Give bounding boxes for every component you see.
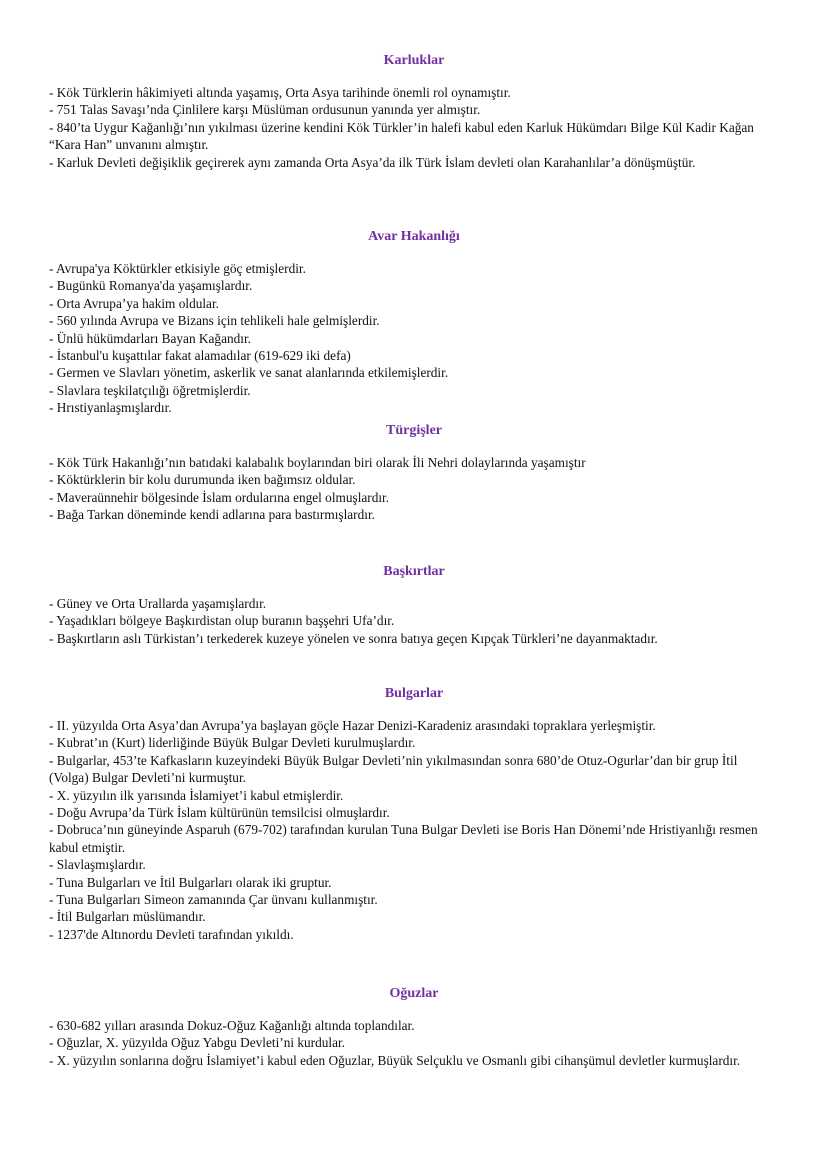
- section-title: Avar Hakanlığı: [368, 229, 460, 244]
- section-title: Başkırtlar: [383, 564, 445, 579]
- list-item: - Avrupa'ya Köktürkler etkisiyle göç etmişlerdir.: [49, 261, 306, 276]
- list-item: - II. yüzyılda Orta Asya’dan Avrupa’ya başlayan göçle Hazar Denizi-Karadeniz arasındaki topraklara yerleşmiştir.: [49, 718, 656, 733]
- list-item: - 560 yılında Avrupa ve Bizans için tehlikeli hale gelmişlerdir.: [49, 313, 380, 329]
- section-title: Türgişler: [386, 423, 442, 438]
- section-bulgarlar: [49, 685, 779, 943]
- section-oguzlar: [49, 985, 779, 1069]
- item-list: [49, 1017, 779, 1069]
- list-item: - Orta Avrupa’ya hakim oldular.: [49, 295, 219, 311]
- list-item: - 1237'de Altınordu Devleti tarafından yıkıldı.: [49, 926, 294, 942]
- list-item: - 840’ta Uygur Kağanlığı’nın yıkılması üzerine kendini Kök Türkler’in halefi kabul eden Karluk Hükümdarı Bilge Kül Kadir Kağan “Kara Han” unvanını almıştır.: [49, 119, 754, 153]
- section-turgisler: [49, 422, 779, 524]
- list-item: - Doğu Avrupa’da Türk İslam kültürünün temsilcisi olmuşlardır.: [49, 805, 390, 821]
- list-item: - Başkırtların aslı Türkistan’ı terkederek kuzeye yönelen ve sonra batıya geçen Kıpçak Türkleri’ne dayanmaktadır.: [49, 630, 658, 646]
- list-item: - Köktürklerin bir kolu durumunda iken bağımsız oldular.: [49, 472, 356, 488]
- list-item: - Slavlaşmışlardır.: [49, 857, 146, 873]
- section-avar-hakanligi: [49, 228, 779, 417]
- item-list: [49, 595, 779, 647]
- list-item: - Dobruca’nın güneyinde Asparuh (679-702) tarafından kurulan Tuna Bulgar Devleti ise Boris Han Dönemi’nde Hristiyanlığı resmen kabul etmiştir.: [49, 822, 758, 855]
- item-list: [49, 454, 779, 524]
- list-item: - İtil Bulgarları müslümandır.: [49, 909, 206, 925]
- list-item: - Tuna Bulgarları ve İtil Bulgarları olarak iki gruptur.: [49, 874, 332, 890]
- list-item: - 630-682 yılları arasında Dokuz-Oğuz Kağanlığı altında toplandılar.: [49, 1018, 415, 1033]
- section-title: Oğuzlar: [389, 986, 439, 1001]
- list-item: - Kubrat’ın (Kurt) liderliğinde Büyük Bulgar Devleti kurulmuşlardır.: [49, 735, 416, 751]
- item-list: [49, 717, 779, 943]
- list-item: - Kök Türk Hakanlığı’nın batıdaki kalabalık boylarından biri olarak İli Nehri dolaylarında yaşamıştır: [49, 455, 586, 470]
- section-baskirtlar: [49, 563, 779, 647]
- list-item: - Hrıstiyanlaşmışlardır.: [49, 400, 172, 416]
- section-title: Karluklar: [383, 53, 445, 68]
- item-list: [49, 260, 779, 417]
- list-item: - Germen ve Slavları yönetim, askerlik ve sanat alanlarında etkilemişlerdir.: [49, 365, 449, 381]
- list-item: - Karluk Devleti değişiklik geçirerek aynı zamanda Orta Asya’da ilk Türk İslam devleti olan Karahanlılar’a dönüşmüştür.: [49, 154, 696, 170]
- list-item: - Maveraünnehir bölgesinde İslam ordularına engel olmuşlardır.: [49, 489, 390, 505]
- list-item: - İstanbul'u kuşattılar fakat alamadılar (619-629 iki defa): [49, 348, 351, 364]
- list-item: - Slavlara teşkilatçılığı öğretmişlerdir.: [49, 382, 251, 398]
- item-list: [49, 84, 779, 171]
- list-item: - Güney ve Orta Urallarda yaşamışlardır.: [49, 596, 267, 611]
- list-item: - Bugünkü Romanya'da yaşamışlardır.: [49, 278, 253, 294]
- list-item: - Oğuzlar, X. yüzyılda Oğuz Yabgu Devleti’ni kurdular.: [49, 1035, 345, 1051]
- list-item: - 751 Talas Savaşı’nda Çinlilere karşı Müslüman ordusunun yanında yer almıştır.: [49, 102, 481, 118]
- section-title: Bulgarlar: [384, 686, 444, 701]
- list-item: - X. yüzyılın sonlarına doğru İslamiyet’i kabul eden Oğuzlar, Büyük Selçuklu ve Osmanlı gibi cihanşümul devletler kurmuşlardır.: [49, 1052, 741, 1068]
- list-item: - Tuna Bulgarları Simeon zamanında Çar ünvanı kullanmıştır.: [49, 892, 378, 908]
- list-item: - Bağa Tarkan döneminde kendi adlarına para bastırmışlardır.: [49, 507, 375, 523]
- list-item: - Kök Türklerin hâkimiyeti altında yaşamış, Orta Asya tarihinde önemli rol oynamıştır.: [49, 85, 511, 100]
- section-karluklar: [49, 52, 779, 171]
- list-item: - Yaşadıkları bölgeye Başkırdistan olup buranın başşehri Ufa’dır.: [49, 613, 395, 629]
- list-item: - Bulgarlar, 453’te Kafkasların kuzeyindeki Büyük Bulgar Devleti’nin yıkılmasından sonra 680’de Otuz-Ogurlar’dan bir grup İtil (Volga) Bulgar Devleti’ni kurmuştur.: [49, 752, 738, 786]
- list-item: - Ünlü hükümdarları Bayan Kağandır.: [49, 330, 251, 346]
- list-item: - X. yüzyılın ilk yarısında İslamiyet’i kabul etmişlerdir.: [49, 787, 344, 803]
